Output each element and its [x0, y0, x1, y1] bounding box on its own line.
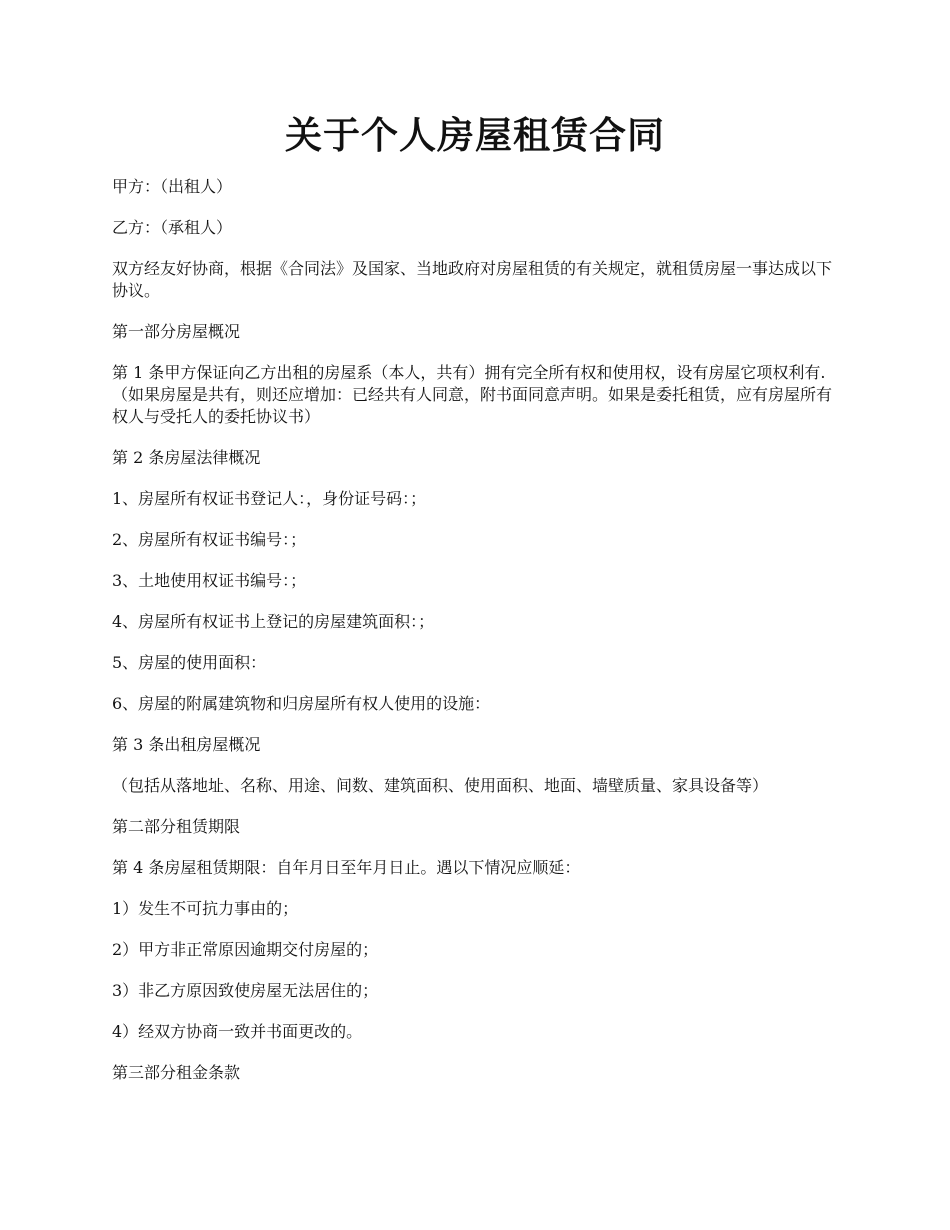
- list-item: 2）甲方非正常原因逾期交付房屋的；: [112, 940, 379, 959]
- section-heading-part-3: 第三部分租金条款: [112, 1063, 241, 1082]
- list-item: 6、房屋的附属建筑物和归房屋所有权人使用的设施：: [112, 694, 491, 713]
- article-3-detail: （包括从落地址、名称、用途、间数、建筑面积、使用面积、地面、墙壁质量、家具设备等）: [112, 776, 769, 795]
- document-body: [112, 176, 840, 1103]
- document-title: 关于个人房屋租赁合同: [285, 113, 665, 157]
- article-4-paragraph: 第 4 条房屋租赁期限：自年月日至年月日止。遇以下情况应顺延：: [112, 858, 581, 877]
- list-item: 4）经双方协商一致并书面更改的。: [112, 1022, 363, 1041]
- list-item: 1、房屋所有权证书登记人：，身份证号码：；: [112, 489, 427, 508]
- section-heading-part-1: 第一部分房屋概况: [112, 322, 241, 341]
- article-3-heading: 第 3 条出租房屋概况: [112, 735, 261, 754]
- list-item: 2、房屋所有权证书编号：；: [112, 530, 307, 549]
- article-2-heading: 第 2 条房屋法律概况: [112, 448, 261, 467]
- article-1-paragraph: 第 1 条甲方保证向乙方出租的房屋系（本人，共有）拥有完全所有权和使用权，设有房屋它项权利有.（如果房屋是共有，则还应增加：已经共有人同意，附书面同意声明。如果是委托租赁，应有房屋所有权人与受托人的委托协议书）: [112, 363, 833, 426]
- list-item: 5、房屋的使用面积：: [112, 653, 267, 672]
- party-a-line: 甲方：（出租人）: [112, 177, 233, 196]
- list-item: 1）发生不可抗力事由的；: [112, 899, 299, 918]
- list-item: 3、土地使用权证书编号：；: [112, 571, 307, 590]
- preamble-paragraph: 双方经友好协商，根据《合同法》及国家、当地政府对房屋租赁的有关规定，就租赁房屋一事达成以下协议。: [112, 259, 833, 300]
- list-item: 4、房屋所有权证书上登记的房屋建筑面积：；: [112, 612, 435, 631]
- list-item: 3）非乙方原因致使房屋无法居住的；: [112, 981, 379, 1000]
- party-b-line: 乙方：（承租人）: [112, 218, 233, 237]
- section-heading-part-2: 第二部分租赁期限: [112, 817, 241, 836]
